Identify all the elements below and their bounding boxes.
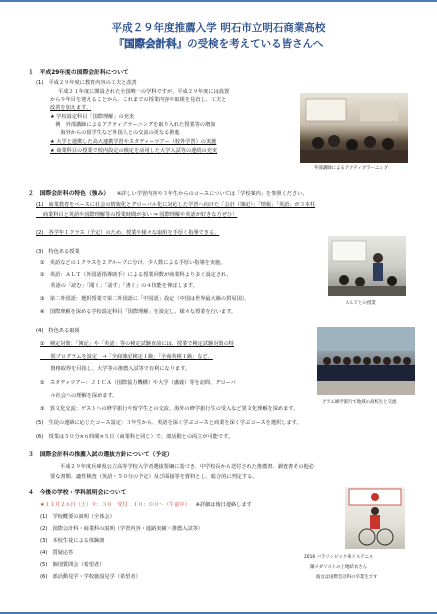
section1-line: 平成２１年度に開設された全国唯一の学科ですが、平成２９年度には設置 <box>58 89 230 95</box>
section2-item4-heading: (4) 特色ある取組 <box>36 328 80 334</box>
classroom-photo <box>300 93 408 163</box>
guam-trip-photo <box>317 327 415 395</box>
section2-item3-line: 英語の「読む」「聞く」「話す」「書く」の４技能を伸ばします。 <box>40 283 198 289</box>
subtitle-rest: 』の受検を考えている皆さんへ <box>176 38 324 50</box>
section2-item3-line: ① 英語などの１クラスを２グループに分け、少人数による手厚い指導を実施。 <box>40 260 226 266</box>
section4-item: (4) 質疑応答 <box>40 550 74 556</box>
section2-heading-note: ※詳しい学習内容や３年生からのコースについては「学校案内」を参照ください。 <box>116 191 308 197</box>
section1-line: から９年目を迎えることから、これまでの授業内容や取組を見直し、工夫と <box>50 97 227 103</box>
section2-item4-line: 資格取得を目指し、大学等の推薦入試等で有利になります。 <box>40 366 191 372</box>
guam-trip-photo-caption: グアム修学旅行で地域の高校生と交流 <box>322 400 397 405</box>
section4-date-note: ※詳細は後日連絡します <box>195 502 252 508</box>
section1-line: ★ 学校設定科目「国際理解」の充実 <box>50 114 135 120</box>
alt-class-photo-caption: ＡＬＴとの授業 <box>345 301 376 306</box>
section1-line: 例 外部講師によるアクティブラーニングを取り入れた授業等の増加 <box>50 122 216 128</box>
athlete-caption-line: 2016 パラリンピック車イステニス <box>304 555 374 560</box>
alt-class-photo-art <box>328 236 406 296</box>
athlete-caption-line: 彼女は国際会計科の卒業生です <box>316 575 378 580</box>
top-border <box>0 0 437 2</box>
section2-item3-line: ③ 第二外国語：選択授業で第二外国語に「中国語」設定（中国は世界最大級の貿易国）。 <box>40 296 250 302</box>
classroom-photo-art <box>300 93 408 163</box>
section2-item4-line: 別プログラムを設定 →「全商簿記検定１級」「全商英検１級」など、 <box>40 354 213 360</box>
section4-heading: ４ 今後の学校・学科説明会について <box>28 490 127 496</box>
subtitle-bracket-open: 『 <box>113 38 125 50</box>
guam-trip-photo-art <box>317 327 415 395</box>
athlete-photo <box>345 487 405 549</box>
athlete-caption-line: 銅メダリストの上地結衣さん <box>310 565 367 570</box>
section2-item2: (2) 各学年１クラス（予定）のため、授業や様々な取組を手厚く指導できる。 <box>36 230 220 236</box>
section1-line: ★ 商業科目の授業で校内設定の検定を活用した大学入試等の連続の充実 <box>50 148 218 154</box>
section2-item4-line: ③ 異文化交流：ゲストへの修学旅行や留学生との交流、海外の修学旅行生の受入など異文化理解を深めます。 <box>40 406 299 412</box>
section2-item1-line: (1) 商業教育をベースに社会の情報化とグローバル化に対応した学習へ向けた「会計（簿記）」「情報」「英語」が３本柱 <box>36 202 316 208</box>
section4-date-line <box>40 502 252 508</box>
section1-line: 海外からの留学生など外国人との交流の更なる推進 <box>50 130 180 136</box>
section1-line: 改善を加えます。 <box>50 105 92 111</box>
section2-item4-line: ル社会への理解を深めます。 <box>40 393 118 399</box>
section3-line: 要な書類、適性検査（英語・５０分の予定）及び面接等を資料とし、総合的に判定する。 <box>50 474 258 480</box>
section4-item: (6) 部活動見学・学校施設見学（希望者） <box>40 574 141 580</box>
subtitle-course-name: 国際会計科 <box>124 38 177 50</box>
section3-line: 平成２９年度兵庫県公立高等学校入学者選抜要綱に基づき、中学校長から送付された推薦書、調査書その他必 <box>60 464 314 470</box>
section2-item3-heading: (3) 特色ある授業 <box>36 249 80 255</box>
section2-item6-text: (6) 授業は５０分×６時間×５日（商業科と同じ）で、部活動との両立が可能です。 <box>36 434 234 440</box>
classroom-photo-caption: 外部講師によるアクティブラーニング <box>314 166 389 171</box>
section4-item: (2) 国際会計科・商業科の説明（学習内容・進路実績・推薦入試等） <box>40 526 203 532</box>
section2-item4-line: ② スタディツアー：ＪＩＣＡ（国際協力機構）や大学（講義）等を訪問、グローバ <box>40 380 236 386</box>
section1-line: ★ 大学と連携した高大連携学習やスタディーツアー（校外学習）の実施 <box>50 139 217 145</box>
section2-heading: ２ 国際会計科の特色（強み） <box>28 191 110 197</box>
page-subtitle <box>0 36 437 51</box>
section4-item: (3) 本校生徒による体験談 <box>40 538 105 544</box>
alt-class-photo <box>328 236 406 296</box>
section2-item3-line: ② 英語：ＡＬＴ（外国語指導助手）による授業回数が商業科より多く設定され、 <box>40 272 232 278</box>
section2-item5: (5) 生徒の連絡に応じたコース設定：３年生から、英語を深く学ぶコースと商業を深く学ぶコースを選択します。 <box>36 420 302 426</box>
section2-item3-line: ④ 国際理解を深める学校設定科目「国際理解」を設定し、様々な授業を行います。 <box>40 309 237 315</box>
section2-heading-row <box>28 191 308 197</box>
section4-item: (5) 個別質問会（希望者） <box>40 562 105 568</box>
section2-item6 <box>36 434 233 440</box>
section1-heading: １ 平成29年度の国際会計科について <box>28 70 129 76</box>
section3-heading: ３ 国際会計科の推薦入試の選抜方針について（予定） <box>28 452 173 458</box>
section2-item4-line: ① 検定対策：「簿記」や「英語」等の検定試験直前には、授業で検定試験対策の特 <box>40 341 234 347</box>
athlete-photo-art <box>345 487 405 549</box>
section2-item1-line: 商業科目と英語や国際理解等の授業時間が多い ⇒ 国際理解や英語が好きな方ぜひ！ <box>36 212 238 218</box>
section4-date: ★１１月２６日（土）９：３０ 受付 １０：００～（午前中） <box>40 502 190 508</box>
section4-item: (1) 学校概要の説明（全体会） <box>40 514 115 520</box>
section1-sub1: (1) 平成２９年度に教育内容の工夫と改善 <box>36 80 137 86</box>
page-title: 平成２９年度推薦入学 明石市立明石商業高校 <box>111 22 326 34</box>
